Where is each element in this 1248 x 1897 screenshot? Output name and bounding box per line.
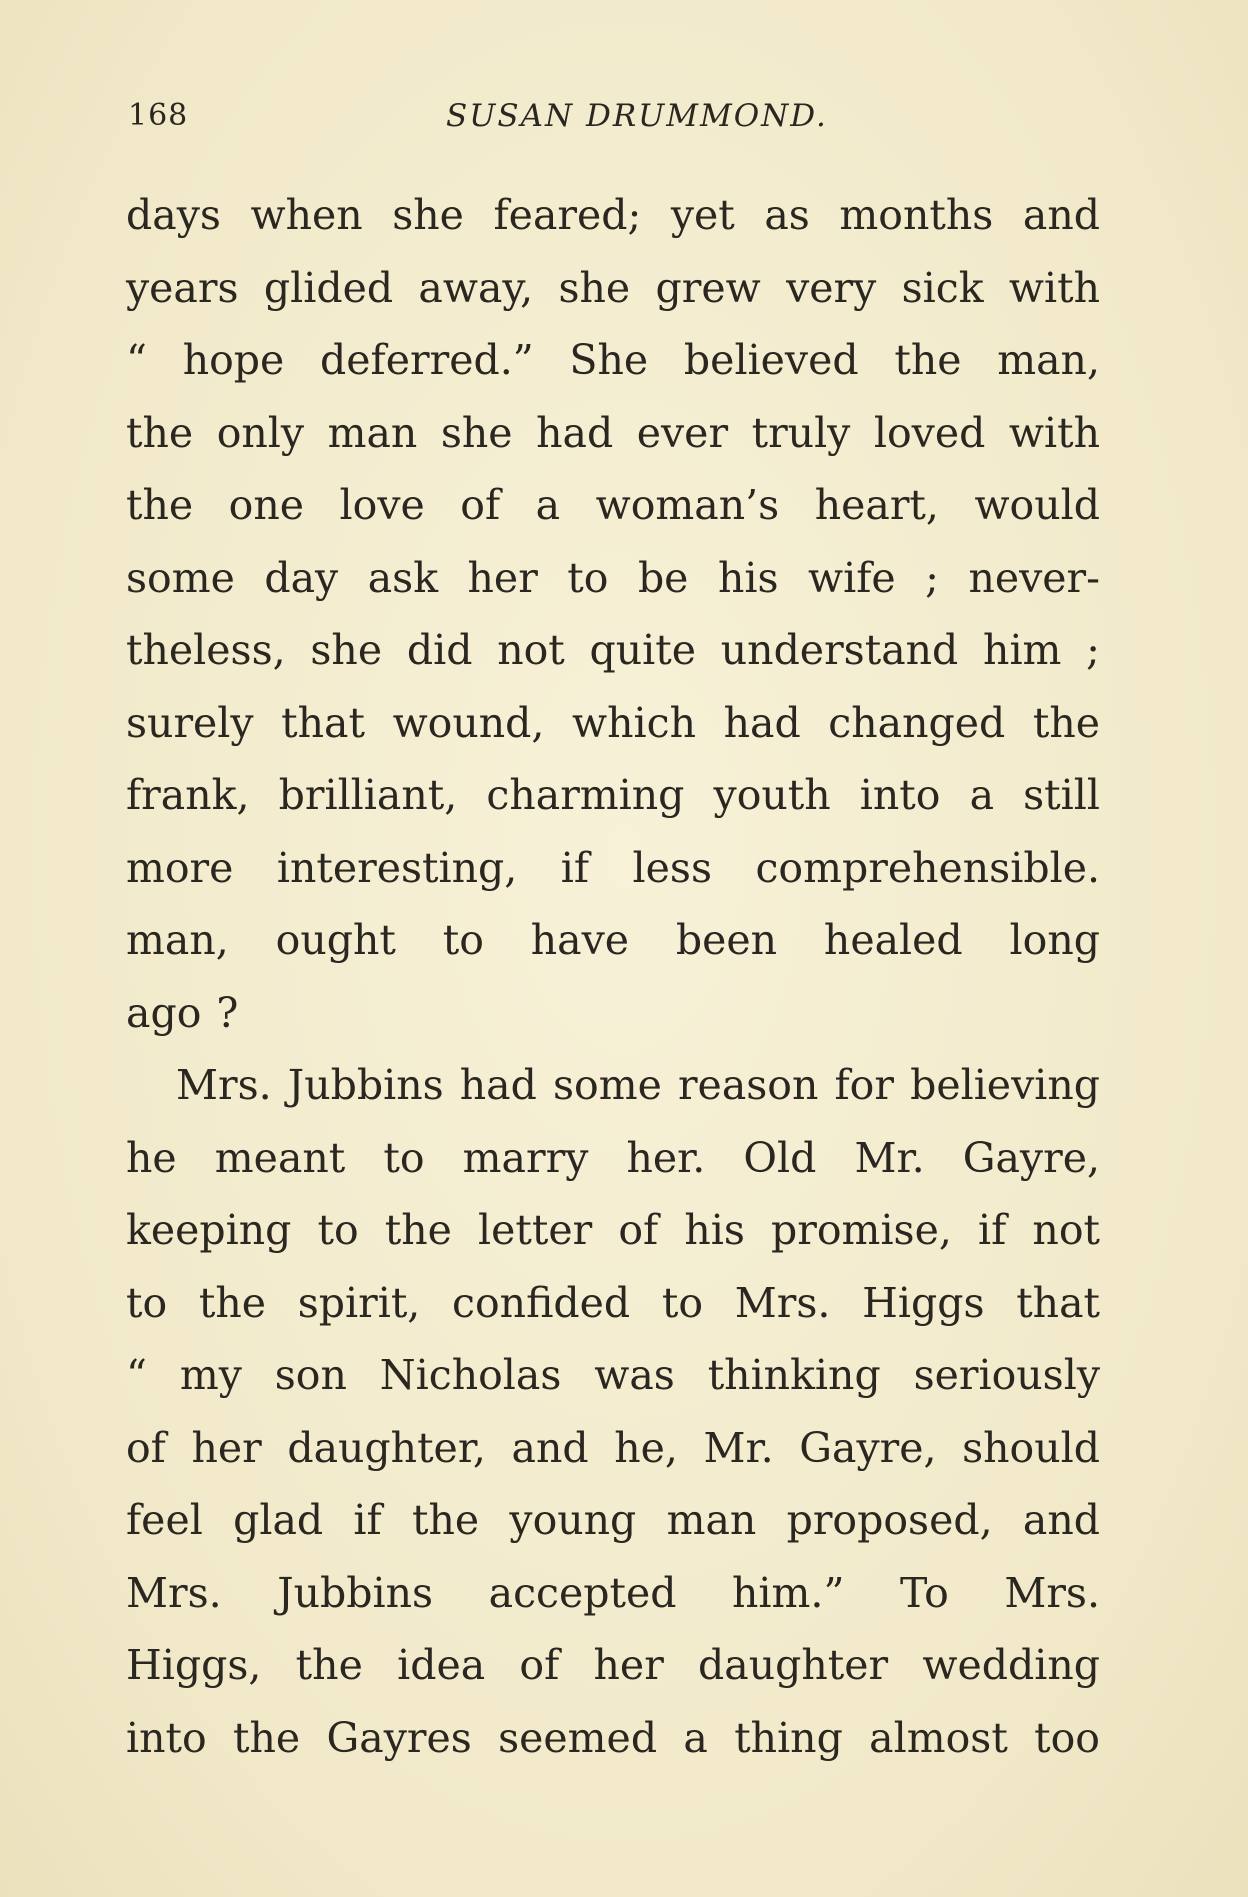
body-text xyxy=(126,179,1100,1774)
text-line: he meant to marry her. Old Mr. Gayre, xyxy=(126,1133,1100,1182)
text-line: theless, she did not quite understand him ; xyxy=(126,626,1100,674)
text-line: feel glad if the young man proposed, and xyxy=(126,1496,1100,1544)
paragraph-end-line: ago ? xyxy=(126,988,239,1037)
text-line: of her daughter, and he, Mr. Gayre, should xyxy=(126,1423,1100,1472)
text-line: the only man she had ever truly loved with xyxy=(126,408,1100,457)
text-line: more interesting, if less comprehensible. xyxy=(126,843,1100,892)
text-line: keeping to the letter of his promise, if not xyxy=(126,1206,1100,1254)
text-line: frank, brilliant, charming youth into a still xyxy=(126,771,1100,819)
text-line: years glided away, she grew very sick with xyxy=(126,263,1100,312)
text-line: to the spirit, confided to Mrs. Higgs that xyxy=(126,1278,1100,1327)
text-line: man, ought to have been healed long xyxy=(126,916,1100,964)
page-number: 168 xyxy=(128,98,189,133)
text-line: Higgs, the idea of her daughter wedding xyxy=(126,1641,1100,1689)
text-line: “ my son Nicholas was thinking seriously xyxy=(126,1351,1100,1399)
paragraph-first-line: Mrs. Jubbins had some reason for believing xyxy=(176,1061,1100,1109)
text-line: days when she feared; yet as months and xyxy=(126,191,1100,239)
text-line: the one love of a woman’s heart, would xyxy=(126,481,1100,529)
text-line: into the Gayres seemed a thing almost too xyxy=(126,1713,1100,1762)
text-line: surely that wound, which had changed the xyxy=(126,698,1100,747)
running-head xyxy=(128,98,1118,138)
text-line: “ hope deferred.” She believed the man, xyxy=(126,336,1100,384)
text-line: Mrs. Jubbins accepted him.” To Mrs. xyxy=(126,1568,1100,1617)
text-line: some day ask her to be his wife ; never- xyxy=(126,553,1100,602)
book-title: SUSAN DRUMMOND. xyxy=(446,98,828,134)
